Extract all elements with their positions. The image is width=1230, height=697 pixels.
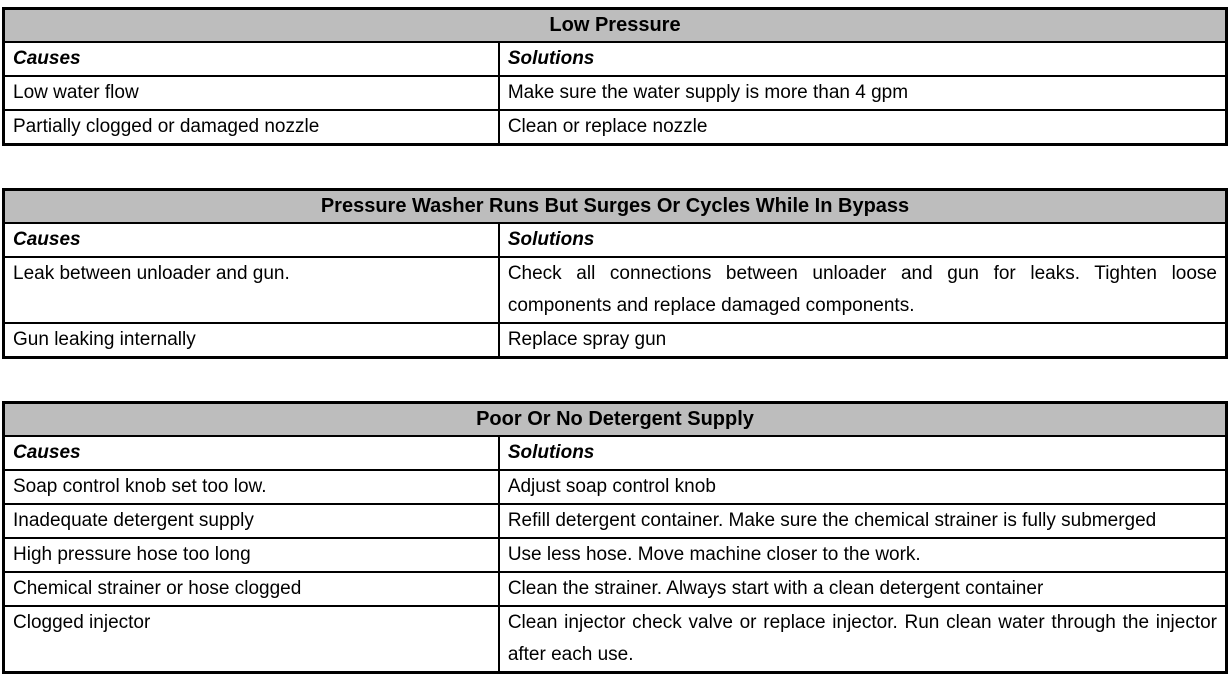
- solution-cell: Use less hose. Move machine closer to the work.: [499, 538, 1227, 572]
- cause-cell: Chemical strainer or hose clogged: [4, 572, 499, 606]
- title-row: [4, 9, 1227, 43]
- solutions-header-cell: Solutions: [499, 436, 1227, 470]
- solution-cell: Clean or replace nozzle: [499, 110, 1227, 145]
- table-detergent-supply: [2, 401, 1228, 674]
- table-row: [4, 257, 1227, 323]
- table-row: [4, 323, 1227, 358]
- title-row: [4, 403, 1227, 437]
- table-row: [4, 538, 1227, 572]
- table-row: [4, 572, 1227, 606]
- cause-cell: High pressure hose too long: [4, 538, 499, 572]
- table-row: [4, 504, 1227, 538]
- solution-cell: Adjust soap control knob: [499, 470, 1227, 504]
- cause-cell: Leak between unloader and gun.: [4, 257, 499, 323]
- solution-cell: Refill detergent container. Make sure the chemical strainer is fully submerged: [499, 504, 1227, 538]
- cause-cell: Inadequate detergent supply: [4, 504, 499, 538]
- solution-cell: Clean injector check valve or replace injector. Run clean water through the injector after each use.: [499, 606, 1227, 673]
- solution-cell: Check all connections between unloader and gun for leaks. Tighten loose components and replace damaged components.: [499, 257, 1227, 323]
- solution-cell: Clean the strainer. Always start with a clean detergent container: [499, 572, 1227, 606]
- cause-cell: Soap control knob set too low.: [4, 470, 499, 504]
- troubleshooting-page: [2, 7, 1228, 674]
- cause-cell: Partially clogged or damaged nozzle: [4, 110, 499, 145]
- table-title: Poor Or No Detergent Supply: [4, 403, 1227, 437]
- causes-header-cell: Causes: [4, 42, 499, 76]
- table-title: Pressure Washer Runs But Surges Or Cycles While In Bypass: [4, 190, 1227, 224]
- solutions-header-cell: Solutions: [499, 42, 1227, 76]
- table-title: Low Pressure: [4, 9, 1227, 43]
- solution-cell: Replace spray gun: [499, 323, 1227, 358]
- cause-cell: Low water flow: [4, 76, 499, 110]
- table-row: [4, 606, 1227, 673]
- cause-cell: Gun leaking internally: [4, 323, 499, 358]
- header-row: [4, 223, 1227, 257]
- header-row: [4, 42, 1227, 76]
- table-low-pressure: [2, 7, 1228, 146]
- table-row: [4, 76, 1227, 110]
- causes-header-cell: Causes: [4, 436, 499, 470]
- header-row: [4, 436, 1227, 470]
- solution-cell: Make sure the water supply is more than 4 gpm: [499, 76, 1227, 110]
- table-surges-bypass: [2, 188, 1228, 359]
- cause-cell: Clogged injector: [4, 606, 499, 673]
- title-row: [4, 190, 1227, 224]
- causes-header-cell: Causes: [4, 223, 499, 257]
- table-row: [4, 470, 1227, 504]
- table-row: [4, 110, 1227, 145]
- solutions-header-cell: Solutions: [499, 223, 1227, 257]
